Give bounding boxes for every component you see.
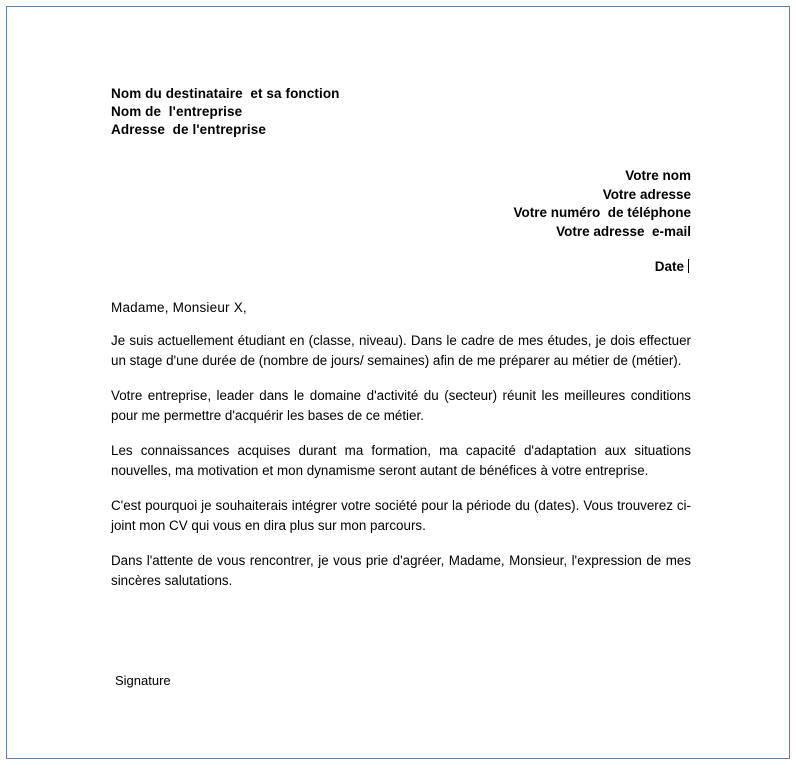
date-label: Date [654, 259, 684, 274]
body-paragraph-1: Je suis actuellement étudiant en (classe, niveau). Dans le cadre de mes études, je dois effectuer un stage d'une durée de (nombre de jours/ semaines) afin de me préparer au métier de (métier). [111, 333, 691, 368]
recipient-line-1: Nom du destinataire et sa fonction [111, 86, 340, 101]
sender-address-block [111, 167, 691, 241]
body-paragraph-5: Dans l'attente de vous rencontrer, je vous prie d'agréer, Madame, Monsieur, l'expression de mes sincères salutations. [111, 553, 691, 588]
recipient-address-block [111, 85, 691, 139]
signature-label: Signature [115, 673, 171, 688]
recipient-line-2: Nom de l'entreprise [111, 104, 243, 119]
body-paragraph-3: Les connaissances acquises durant ma formation, ma capacité d'adaptation aux situations nouvelles, ma motivation et mon dynamisme seront autant de bénéfices à votre entreprise. [111, 443, 691, 478]
body-paragraph-2: Votre entreprise, leader dans le domaine d'activité du (secteur) réunit les meilleures conditions pour me permettre d'acquérir les bases de ce métier. [111, 388, 691, 423]
body-paragraph-4: C'est pourquoi je souhaiterais intégrer votre société pour la période du (dates). Vous trouverez ci-joint mon CV qui vous en dira plus sur mon parcours. [111, 498, 691, 533]
salutation-line: Madame, Monsieur X, [111, 300, 247, 315]
recipient-line-3: Adresse de l'entreprise [111, 122, 266, 137]
letter-content [111, 85, 691, 590]
text-cursor [688, 259, 689, 273]
sender-line-4: Votre adresse e-mail [556, 223, 691, 239]
sender-line-1: Votre nom [625, 168, 691, 183]
sender-line-2: Votre adresse [602, 186, 691, 202]
sender-line-3: Votre numéro de téléphone [513, 205, 691, 220]
date-line [111, 259, 691, 274]
letter-sheet [7, 7, 788, 757]
